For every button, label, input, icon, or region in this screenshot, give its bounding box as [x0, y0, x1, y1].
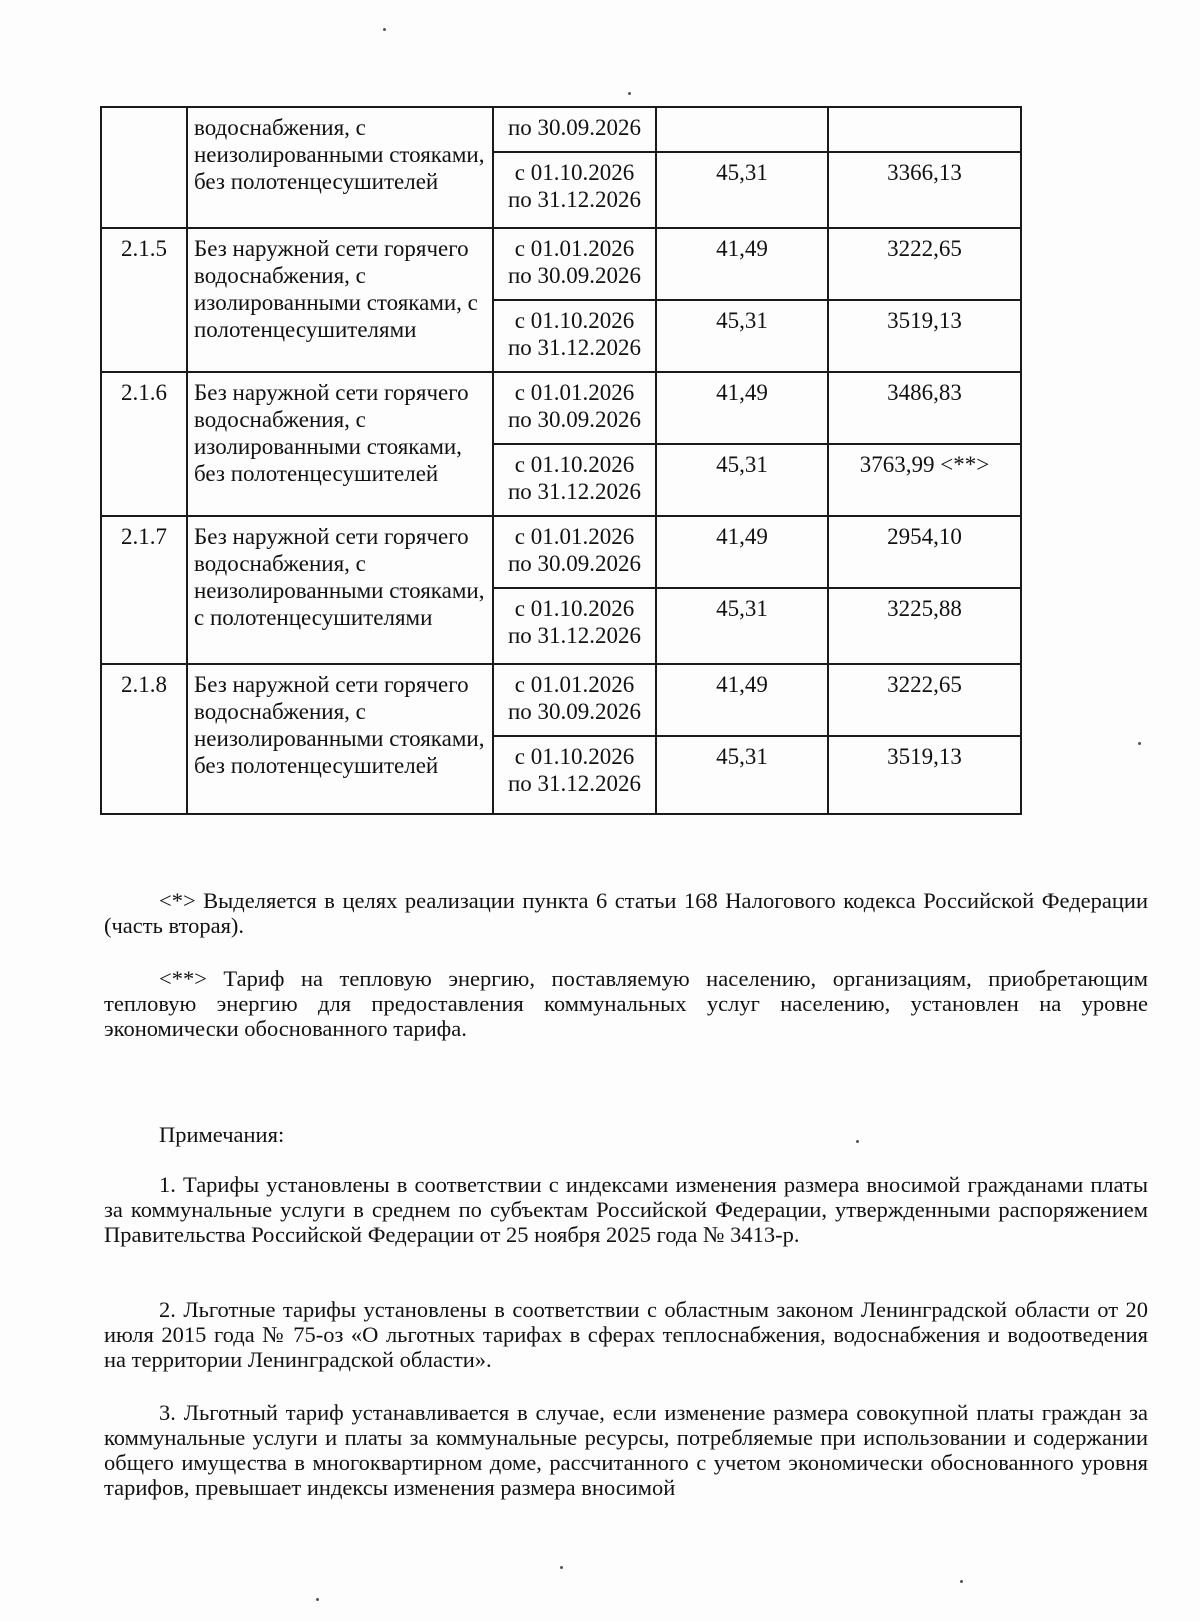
- period-cell: с 01.10.2026 по 31.12.2026: [493, 588, 656, 664]
- tariff-cell: 3222,65: [828, 664, 1021, 736]
- footnote-single-star: [104, 888, 1148, 938]
- scan-speck: [856, 1140, 859, 1143]
- row-number-cell: 2.1.8: [101, 664, 187, 814]
- period-cell: с 01.01.2026 по 30.09.2026: [493, 664, 656, 736]
- row-number-cell: 2.1.6: [101, 372, 187, 516]
- scan-speck: [960, 1580, 963, 1583]
- tariff-table: [100, 106, 1022, 815]
- value-cell: [656, 107, 828, 152]
- scan-speck: [316, 1598, 319, 1601]
- value-cell: 45,31: [656, 152, 828, 228]
- tariff-cell: 3519,13: [828, 300, 1021, 372]
- period-cell: с 01.10.2026 по 31.12.2026: [493, 736, 656, 814]
- period-cell: с 01.01.2026 по 30.09.2026: [493, 516, 656, 588]
- footnote-text: <**> Тариф на тепловую энергию, поставляемую населению, организациям, приобретающим тепловую энергию для предоставления коммунальных услуг населению, установлен на уровне экономически обоснованного тарифа.: [104, 966, 1148, 1041]
- period-cell: по 30.09.2026: [493, 107, 656, 152]
- scan-speck: [560, 1566, 563, 1569]
- note-text: 1. Тарифы установлены в соответствии с индексами изменения размера вносимой гражданами платы за коммунальные услуги в среднем по субъектам Российской Федерации, утвержденными распоряжением Правительства Российской Федерации от 25 ноября 2025 года № 3413-р.: [104, 1172, 1148, 1247]
- note-item-3: [104, 1400, 1148, 1500]
- value-cell: 45,31: [656, 736, 828, 814]
- notes-heading: [104, 1122, 1148, 1147]
- period-cell: с 01.01.2026 по 30.09.2026: [493, 372, 656, 444]
- table-row: [101, 372, 1021, 444]
- footnote-text: <*> Выделяется в целях реализации пункта 6 статьи 168 Налогового кодекса Российской Федерации (часть вторая).: [104, 888, 1148, 938]
- tariff-cell: 3225,88: [828, 588, 1021, 664]
- row-number-cell: 2.1.7: [101, 516, 187, 664]
- tariff-cell: 2954,10: [828, 516, 1021, 588]
- tariff-cell: 3366,13: [828, 152, 1021, 228]
- value-cell: 41,49: [656, 372, 828, 444]
- table-row: [101, 228, 1021, 300]
- value-cell: 45,31: [656, 300, 828, 372]
- tariff-cell: [828, 107, 1021, 152]
- period-cell: с 01.10.2026 по 31.12.2026: [493, 444, 656, 516]
- table-row: [101, 107, 1021, 152]
- footnote-double-star: [104, 966, 1148, 1041]
- row-number-cell: 2.1.5: [101, 228, 187, 372]
- tariff-cell: 3222,65: [828, 228, 1021, 300]
- table-row: [101, 516, 1021, 588]
- description-cell: водоснабжения, с неизолированными стояками, без полотенцесушителей: [187, 107, 493, 228]
- scan-speck: [1138, 742, 1141, 745]
- row-number-cell: [101, 107, 187, 228]
- period-cell: с 01.10.2026 по 31.12.2026: [493, 152, 656, 228]
- description-cell: Без наружной сети горячего водоснабжения, с изолированными стояками, без полотенцесушителей: [187, 372, 493, 516]
- tariff-cell: 3763,99 <**>: [828, 444, 1021, 516]
- note-item-1: [104, 1172, 1148, 1247]
- note-item-2: [104, 1297, 1148, 1372]
- description-cell: Без наружной сети горячего водоснабжения, с неизолированными стояками, с полотенцесушителями: [187, 516, 493, 664]
- value-cell: 45,31: [656, 588, 828, 664]
- scan-speck: [383, 28, 386, 31]
- table-row: [101, 664, 1021, 736]
- note-text: 3. Льготный тариф устанавливается в случае, если изменение размера совокупной платы граждан за коммунальные услуги и платы за коммунальные ресурсы, потребляемые при использовании и содержании общего имущества в многоквартирном доме, рассчитанного с учетом экономически обоснованного уровня тарифов, превышает индексы изменения размера вносимой: [104, 1400, 1148, 1500]
- description-cell: Без наружной сети горячего водоснабжения, с изолированными стояками, с полотенцесушителями: [187, 228, 493, 372]
- tariff-cell: 3519,13: [828, 736, 1021, 814]
- tariff-cell: 3486,83: [828, 372, 1021, 444]
- note-text: 2. Льготные тарифы установлены в соответствии с областным законом Ленинградской области от 20 июля 2015 года № 75-оз «О льготных тарифах в сферах теплоснабжения, водоснабжения и водоотведения на территории Ленинградской области».: [104, 1297, 1148, 1372]
- value-cell: 41,49: [656, 228, 828, 300]
- period-cell: с 01.01.2026 по 30.09.2026: [493, 228, 656, 300]
- value-cell: 41,49: [656, 516, 828, 588]
- notes-heading-text: Примечания:: [159, 1122, 285, 1147]
- description-cell: Без наружной сети горячего водоснабжения, с неизолированными стояками, без полотенцесушителей: [187, 664, 493, 814]
- value-cell: 41,49: [656, 664, 828, 736]
- value-cell: 45,31: [656, 444, 828, 516]
- period-cell: с 01.10.2026 по 31.12.2026: [493, 300, 656, 372]
- scan-speck: [628, 92, 631, 95]
